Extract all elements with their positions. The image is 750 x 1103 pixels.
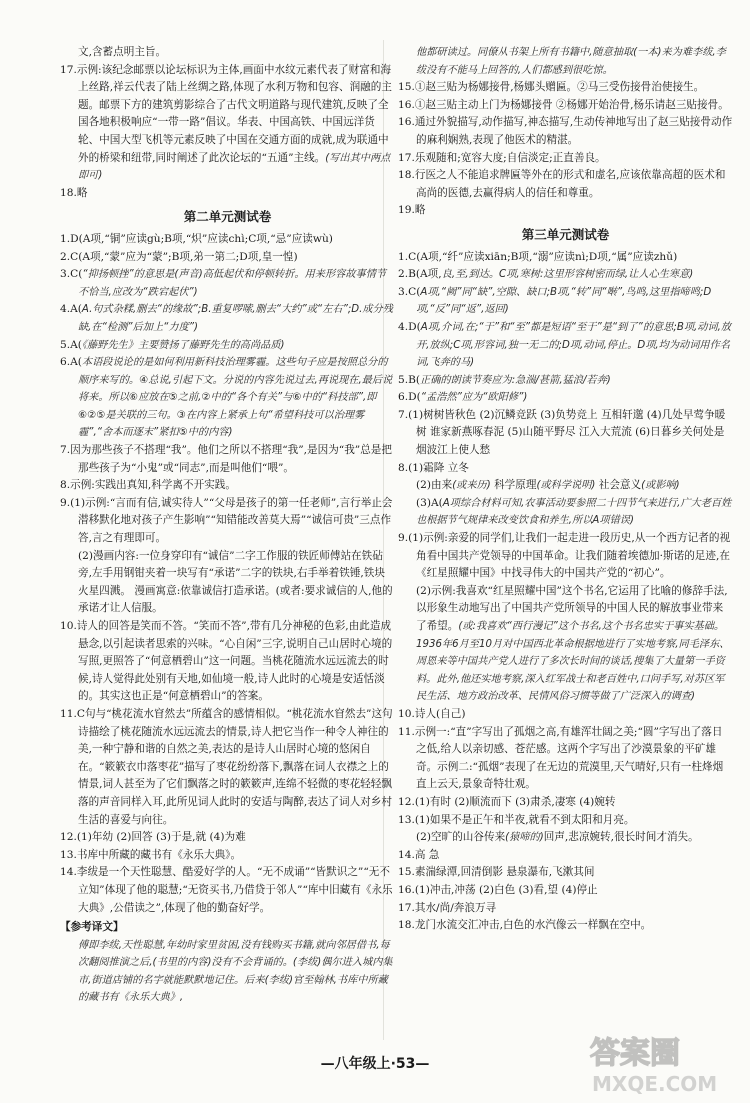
right-top-line-0 — [398, 44, 733, 79]
unit3-answer-21-text: 18.龙门水流交汇冲击,白色的水汽像云一样飘在空中。 — [398, 919, 652, 932]
unit3-answer-8-hand2: (或科学说明) — [536, 480, 596, 492]
unit2-answer-7 — [60, 477, 395, 495]
unit3-answer-21 — [398, 917, 733, 935]
unit3-answer-8-text3: 社会意义 — [595, 479, 642, 492]
unit3-answer-20 — [398, 900, 733, 918]
unit3-answer-4-hand: 正确的朗读节奏应为:急湍/甚箭,猛浪/若奔) — [420, 374, 611, 386]
right-top-line-4 — [398, 150, 733, 168]
unit3-answer-7 — [398, 460, 733, 478]
unit3-answer-8 — [398, 477, 733, 495]
unit2-answer-6-text: 7.因为那些孩子不搭理“我”。他们之所以不搭理“我”,是因为“我”总是把那些孩子为“小鬼”或“同志”,而是叫他们“喂”。 — [60, 444, 392, 474]
unit3-answer-8-hand: (或来历) — [452, 480, 491, 492]
unit3-answer-19 — [398, 882, 733, 900]
right-top-line-6-text: 19.略 — [398, 204, 426, 217]
unit2-answer-2-hand: “抑扬顿挫”的意思是(声音)高低起伏和停顿转折。用来形容故事情节不恰当,应改为“跌宕起伏”) — [78, 269, 387, 298]
unit2-answer-5 — [60, 354, 395, 442]
unit3-answer-1 — [398, 266, 733, 284]
unit3-answer-19-text: 16.(1)冲击,冲荡 (2)白色 (3)看,望 (4)停止 — [398, 883, 598, 896]
left-top-section — [60, 44, 395, 202]
unit2-answer-12 — [60, 829, 395, 847]
unit3-answer-2 — [398, 284, 733, 319]
unit3-answer-16 — [398, 829, 733, 847]
unit2-answer-10-text: 10.诗人的回答是笑而不答。“笑而不答”,带有几分神秘的色彩,由此造成悬念,以引起读者思索的兴味。“心自闲”三字,说明自己山居时心境的写照,更照答了“何意栖碧山”这一问题。当桃花随流水远远流去的时候,诗人觉得此处别有天地,如仙境一般,诗人此时的心境是安适恬淡的。其实这也正是“何意栖碧山”的答案。 — [60, 620, 393, 703]
unit3-answer-10-text: 9.(1)示例:亲爱的同学们,让我们一起走进一段历史,从一个西方记者的视角看中国共产党领导的中国革命。让我们随着埃德加·斯诺的足迹,在《红星照耀中国》中找寻伟大的中国共产党的“初心”。 — [398, 532, 731, 580]
unit3-answer-9-text: (3)A( — [416, 496, 443, 509]
unit3-answer-5 — [398, 389, 733, 407]
unit2-answer-3-text: 4.A( — [60, 303, 82, 316]
unit3-answer-7-text: 8.(1)霜降 立冬 — [398, 461, 469, 474]
right-top-section — [398, 44, 733, 220]
unit3-answer-12 — [398, 706, 733, 724]
right-top-line-3-text: 16.通过外貌描写,动作描写,神态描写,生动传神地写出了赵三贴接骨动作的麻利娴熟,表现了他医术的精湛。 — [398, 116, 733, 146]
unit3-answer-16-text: (2)空旷的山谷传来 — [416, 831, 506, 844]
unit3-answer-6 — [398, 407, 733, 460]
unit3-answer-16-text2: 回声,悲凉婉转,很长时间才消失。 — [543, 831, 699, 844]
left-top-line-1-text: 17.示例:该纪念邮票以论坛标识为主体,画面中水纹元素代表了财富和海上丝路,祥云代表了陆上丝绸之路,体现了水利万物和包容、润融的主题。邮票下方的建筑剪影综合了古代文明道路与现代建筑,反映了全国各地积极响应“一带一路”倡议。华表、中国高铁、中国远洋货轮、中国大型飞机等元素反映了中国在交通方面的成就,成为联通中外的桥梁和纽带,同时阐述了此次论坛的“五通”主线。 — [60, 63, 392, 164]
right-top-line-1-text: 15.①赵三贴为杨娜接骨,杨娜头赠匾。②马三受伤接骨治使接生。 — [398, 81, 705, 94]
unit2-answer-11 — [60, 706, 395, 829]
unit2-answers — [60, 231, 395, 917]
unit2-answer-9-text: (2)漫画内容:一位身穿印有“诚信”二字工作服的铁匠师傅站在铁砧旁,左手用钢钳夹着一块写有“承诺”二字的铁块,右手举着铁锤,铁块火星四溅。 漫画寓意:依靠诚信打造承诺。(或者:要求诚信的人,他的承诺才让人信服。 — [78, 549, 393, 615]
unit2-answer-0-text: 1.D(A项,“铜”应读gù;B项,“炽”应读chì;C项,“忌”应读wù) — [60, 232, 333, 245]
unit3-answer-3-text: 4.D( — [398, 320, 421, 333]
unit3-answer-8-hand3: (或影响) — [641, 480, 680, 492]
left-top-line-1 — [60, 62, 395, 185]
left-top-line-2-text: 18.略 — [60, 186, 88, 199]
watermark-line1: 答案圈 — [590, 1036, 680, 1071]
unit3-answer-1-hand: 良,至,到达。C项,寒树:这里形容树密而绿,让人心生寒意) — [441, 269, 694, 281]
right-top-line-2-text: 16.①赵三贴主动上门为杨娜接骨 ②杨娜开始治骨,杨乐请赵三贴接骨。 — [398, 98, 729, 111]
unit3-answer-5-hand: “孟浩然”应为“欧阳修”) — [420, 392, 528, 404]
unit2-answer-13-text: 13.书库中所藏的藏书有《永乐大典》。 — [60, 848, 242, 861]
unit3-answer-1-text: 2.B(A项, — [398, 268, 442, 281]
unit3-answer-4-text: 5.B( — [398, 373, 421, 386]
unit2-answer-8-text: 9.(1)示例:“言而有信,诚实待人”“父母是孩子的第一任老师”,言行举止会潜移默化地对孩子产生影响”“知错能改善莫大焉”“诚信可贵”三点作答,言之有理即可。 — [60, 496, 393, 545]
unit3-answer-18 — [398, 864, 733, 882]
right-top-line-5 — [398, 167, 733, 202]
right-top-line-4-text: 17.乐观随和;宽容大度;自信淡定;正直善良。 — [398, 151, 606, 164]
unit2-answer-2-text: 3.C( — [60, 268, 83, 281]
unit2-answer-3 — [60, 301, 395, 336]
right-top-line-6 — [398, 202, 733, 220]
unit3-title: 第三单元测试卷 — [521, 226, 610, 242]
unit2-answer-8 — [60, 495, 395, 548]
unit2-answer-13 — [60, 847, 395, 865]
unit2-answer-10 — [60, 618, 395, 706]
reference-translation-text: 傅即李绂,天性聪慧,年幼时家里贫困,没有钱购买书籍,就向邻居借书,每次翻阅推演之后,(书里的内容)没有不会背诵的。(李绂)偶尔进入城内集市,街道店铺的名字就能默默地记住。后来(李绂)官至翰林,书库中所藏的藏书有《永乐大典》, — [78, 939, 393, 1004]
unit3-answer-15 — [398, 812, 733, 830]
right-column — [398, 44, 733, 935]
unit3-answer-3-hand: A项,介词,在;“于”和“至”都是短语“至于”是“到了”的意思;B项,动词,放开,放纵;C项,形容词,独一无二的;D项,动词,停止。D项,均为动词用作名词,飞奔的马) — [416, 321, 732, 369]
unit3-answer-8-text2: 科学原理 — [490, 479, 537, 492]
unit2-answer-14 — [60, 864, 395, 917]
unit2-answer-1-text: 2.C(A项,“蒙”应为“蒙”;B项,弟一第二;D项,皇一惶) — [60, 250, 298, 263]
reference-translation-title: 【参考译文】 — [60, 921, 124, 934]
right-top-line-3 — [398, 114, 733, 149]
left-top-line-0 — [60, 44, 395, 62]
unit2-answer-4-text: 5.A( — [60, 338, 82, 351]
left-top-line-0-text: 文,含蓄点明主旨。 — [78, 46, 167, 58]
unit2-answer-5-hand: 本语段说论的是如何利用新科技治理雾霾。这些句子应是按照总分的顺序来写的。④总说,引起下文。分说的内容先说过去,再说现在,最后说将来。所以⑥应放在⑤之前,②中的“各个有关”与⑥中的“科技部”,即⑥②⑤是关联的三句。③在内容上紧承上句“希望科技可以治理雾霾”,“舍本而逐末”紧扣⑤中的内容) — [78, 357, 393, 439]
unit3-answer-5-text: 6.D( — [398, 391, 421, 404]
unit3-answer-12-text: 10.诗人(自己) — [398, 707, 466, 720]
unit3-answer-11 — [398, 583, 733, 706]
unit3-answer-17 — [398, 847, 733, 865]
unit3-answer-9-hand: A项综合材料可知,农事活动要参照二十四节气来进行,广大老百姓也根据节气规律来改变饮食和养生,所以A项错误) — [416, 497, 732, 527]
unit3-answer-3 — [398, 319, 733, 372]
unit2-answer-7-text: 8.示例:实践出真知,科学离不开实践。 — [60, 479, 236, 492]
right-top-line-0-hand: 他都研读过。同僚从书架上所有书籍中,随意抽取(一本)来为难李绂,李绂没有不能马上回答的,人们都感到很吃惊。 — [416, 47, 726, 76]
unit2-answer-1 — [60, 249, 395, 267]
unit3-answers — [398, 249, 733, 935]
right-top-line-2 — [398, 97, 733, 115]
unit3-answer-2-hand: A项,“阙”同“缺”,空隙、缺口;B项,“转”同“啭”,鸟鸣,这里指啼鸣;D项,“反”同“返”,返回) — [416, 286, 712, 316]
left-column — [60, 44, 395, 1007]
unit3-answer-9 — [398, 495, 733, 530]
right-top-line-5-text: 18.行医之人不能追求牌匾等外在的形式和虚名,应该依靠高超的医术和高尚的医德,去赢得病人的信任和尊重。 — [398, 169, 726, 199]
unit2-answer-0 — [60, 231, 395, 249]
left-top-line-2 — [60, 185, 395, 203]
unit3-answer-6-text: 7.(1)树树皆秋色 (2)沉鳞竞跃 (3)负势竞上 互相轩邈 (4)几处早莺争暖树 谁家新燕啄春泥 (5)山随平野尽 江入大荒流 (6)日暮乡关何处是 烟波江上使人愁 — [398, 408, 726, 457]
unit3-answer-0 — [398, 249, 733, 267]
unit3-answer-13 — [398, 724, 733, 794]
unit3-answer-15-text: 13.(1)如果不是正午和半夜,就看不到太阳和月亮。 — [398, 813, 635, 826]
unit3-answer-13-text: 11.示例一:“直”字写出了孤烟之高,有雄浑壮阔之美;“圆”字写出了落日之低,给人以亲切感、苍茫感。这两个字写出了沙漠景象的平矿雄奇。示例二:“孤烟”表现了在无边的荒漠里,天气晴好,只有一柱烽烟直上云天,景象奇特壮观。 — [398, 725, 724, 791]
unit2-answer-12-text: 12.(1)年幼 (2)回答 (3)于是,就 (4)为难 — [60, 831, 246, 844]
unit3-answer-2-text: 3.C( — [398, 285, 421, 298]
unit3-answer-20-text: 17.其水/尚/奔浪万寻 — [398, 901, 497, 914]
unit2-answer-5-text: 6.A( — [60, 356, 82, 369]
left-top-line-1-hand: (写出其中两点即可) — [78, 152, 391, 182]
watermark-logo — [582, 1027, 738, 1099]
unit3-answer-11-text: (2)示例:我喜欢“红星照耀中国”这个书名,它运用了比喻的修辞手法,以形象生动地写出了中国共产党所领导的中国人民的解放事业带来了希望。 — [416, 584, 728, 632]
unit2-answer-2 — [60, 266, 395, 301]
unit3-answer-17-text: 14.高 急 — [398, 848, 440, 861]
unit2-answer-9 — [60, 548, 395, 618]
unit3-answer-4 — [398, 372, 733, 390]
unit2-answer-14-text: 14.李绂是一个天性聪慧、酷爱好学的人。“无不成诵”“皆默识之”“无不立知”体现了他的聪慧;“无资买书,乃借贷于邻人”“库中旧藏有《永乐大典》,公借读之”,体现了他的勤奋好学。 — [60, 866, 393, 914]
unit2-answer-3-hand: A.句式杂糅,删去“的缘故”;B.重复啰嗦,删去“大约”或“左右”;D.成分残缺,在“检测”后加上“力度”) — [78, 304, 393, 333]
unit2-answer-11-text: 11.C句与“桃花流水窅然去”所蕴含的感情相似。“桃花流水窅然去”这句诗描绘了桃花随流水远远流去的情景,诗人把它当作一种令人神往的美,一种宁静和谐的自然之美,表达的是诗人山居时心境的悠闲自在。“簌簌衣巾落枣花”描写了枣花纷纷落下,飘落在词人衣襟之上的情景,词人甚至为了它们飘落之时的簌簌声,连绵不轻微的枣花轻轻飘落的声音同样入耳,此所见词人此时的安适与陶醉,表达了词人对乡村生活的喜爱与向往。 — [60, 707, 393, 826]
unit3-answer-14-text: 12.(1)有时 (2)顺流而下 (3)肃杀,凄寒 (4)婉转 — [398, 795, 616, 808]
unit2-answer-4-hand: 《藤野先生》主要赞扬了藤野先生的高尚品质) — [81, 339, 285, 351]
page-footer: —八年级上·53— — [320, 1056, 430, 1072]
unit3-answer-16-hand: (猿啼的) — [505, 832, 544, 844]
unit3-answer-8-text: (2)由来 — [416, 479, 453, 492]
right-top-line-1 — [398, 79, 733, 97]
unit2-title: 第二单元测试卷 — [183, 209, 272, 225]
unit2-answer-4 — [60, 337, 395, 355]
unit2-answer-6 — [60, 442, 395, 477]
unit3-answer-0-text: 1.C(A项,“纤”应读xiān;B项,“溺”应读nì;D项,“属”应读zhǔ) — [398, 250, 678, 263]
unit3-answer-14 — [398, 794, 733, 812]
watermark-line2: MXQE.COM — [592, 1072, 718, 1096]
unit3-answer-11-hand: (或:我喜欢“西行漫记”这个书名,这个书名忠实于事实基础。1936年6月至10月对中国西北革命根据地进行了实地考察,同毛泽东、周恩来等中国共产党人进行了多次长时间的谈话,搜集了大量第一手资料。此外,他还实地考察,深入红军战士和老百姓中,口问手写,对苏区军民生活、地方政治改革、民情风俗习惯等做了广泛深入的调查) — [416, 621, 730, 703]
unit3-answer-10 — [398, 530, 733, 583]
unit3-answer-18-text: 15.素湍绿潭,回清倒影 悬泉瀑布,飞漱其间 — [398, 866, 595, 879]
